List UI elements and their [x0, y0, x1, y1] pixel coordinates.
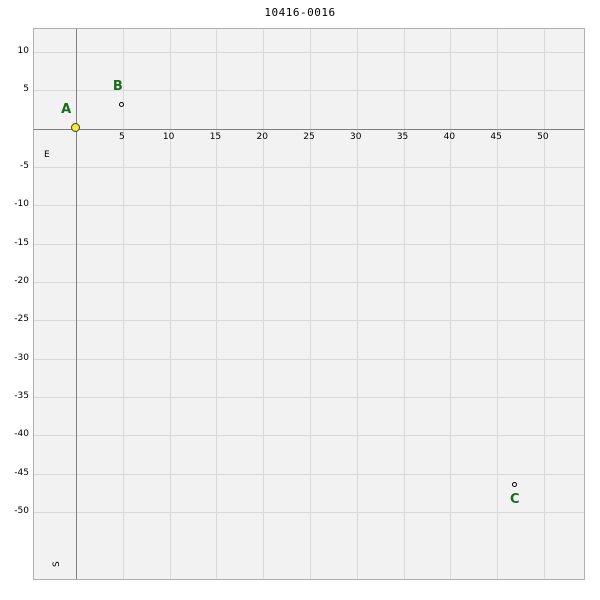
- gridline-vertical: [404, 29, 405, 579]
- axis-vertical: [76, 29, 77, 579]
- x-tick-label: 10: [162, 131, 175, 142]
- plot-area: [33, 28, 585, 580]
- y-tick-label: -10: [14, 199, 29, 210]
- x-tick-label: 25: [303, 131, 315, 142]
- x-tick-label: 15: [209, 131, 222, 142]
- data-point-label-c: C: [510, 492, 520, 508]
- gridline-vertical: [544, 29, 545, 579]
- gridline-vertical: [497, 29, 498, 579]
- y-tick-label: 5: [23, 84, 29, 95]
- y-axis-label: S: [52, 561, 62, 567]
- data-point-label-a: A: [61, 101, 72, 117]
- gridline-horizontal: [34, 359, 584, 360]
- gridline-vertical: [216, 29, 217, 579]
- gridline-horizontal: [34, 244, 584, 245]
- gridline-vertical: [450, 29, 451, 579]
- y-tick-label: 10: [17, 46, 29, 56]
- gridline-horizontal: [34, 167, 584, 168]
- gridline-horizontal: [34, 320, 584, 321]
- x-axis-label: E: [44, 149, 50, 160]
- y-tick-label: -30: [14, 352, 29, 363]
- y-tick-label: -20: [14, 276, 29, 286]
- gridline-vertical: [123, 29, 124, 579]
- gridline-horizontal: [34, 512, 584, 513]
- gridline-vertical: [263, 29, 264, 579]
- x-tick-label: 35: [396, 131, 409, 142]
- x-tick-label: 45: [490, 131, 502, 142]
- gridline-horizontal: [34, 52, 584, 53]
- x-tick-label: 20: [256, 131, 268, 142]
- y-tick-label: -5: [20, 161, 29, 171]
- y-tick-label: -35: [14, 391, 29, 401]
- gridline-horizontal: [34, 474, 584, 475]
- gridline-horizontal: [34, 282, 584, 283]
- data-point-label-b: B: [112, 78, 123, 94]
- gridline-horizontal: [34, 435, 584, 436]
- y-tick-label: -15: [14, 237, 29, 248]
- gridline-vertical: [357, 29, 358, 579]
- x-tick-label: 50: [537, 131, 549, 142]
- y-tick-label: -50: [14, 506, 29, 516]
- gridline-vertical: [310, 29, 311, 579]
- x-tick-label: 30: [350, 131, 362, 142]
- gridline-horizontal: [34, 397, 584, 398]
- gridline-vertical: [170, 29, 171, 579]
- y-tick-label: -40: [14, 429, 29, 440]
- y-tick-label: -25: [14, 314, 29, 325]
- x-tick-label: 40: [443, 131, 456, 142]
- gridline-horizontal: [34, 205, 584, 206]
- chart-title: 10416-0016: [264, 6, 336, 19]
- x-tick-label: 5: [119, 131, 125, 142]
- y-tick-label: -45: [14, 467, 29, 478]
- axis-horizontal: [34, 129, 584, 130]
- data-point-a[interactable]: [71, 123, 80, 132]
